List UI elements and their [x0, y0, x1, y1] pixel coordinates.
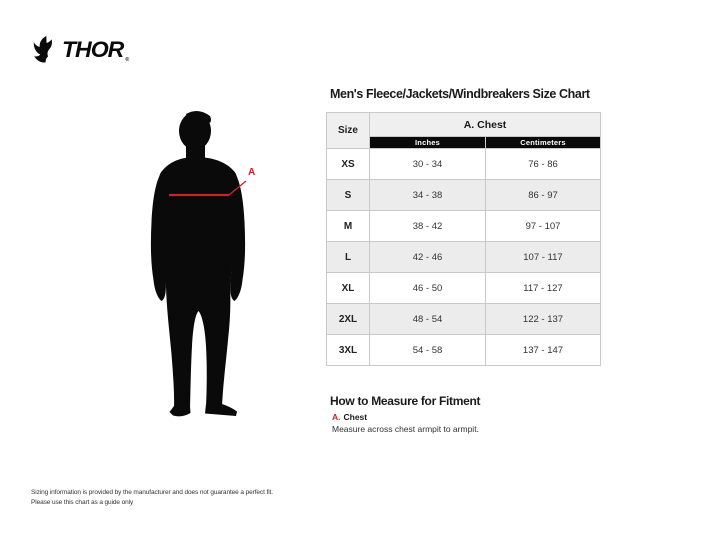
disclaimer-line-2: Please use this chart as a guide only [31, 498, 134, 506]
centimeters-cell: 107 - 117 [486, 242, 601, 273]
inches-cell: 42 - 46 [370, 242, 486, 273]
male-silhouette [151, 111, 245, 416]
size-cell: XL [327, 273, 370, 304]
chart-title: Men's Fleece/Jackets/Windbreakers Size Chart [330, 87, 590, 101]
inches-cell: 54 - 58 [370, 335, 486, 366]
thor-helmet-icon [33, 36, 58, 63]
table-row [327, 149, 601, 180]
inches-cell: 48 - 54 [370, 304, 486, 335]
centimeters-cell: 76 - 86 [486, 149, 601, 180]
inches-cell: 34 - 38 [370, 180, 486, 211]
chest-marker-label: A [248, 167, 256, 178]
inches-cell: 38 - 42 [370, 211, 486, 242]
disclaimer-line-1: Sizing information is provided by the manufacturer and does not guarantee a perfect fit. [31, 489, 273, 496]
size-cell: 3XL [327, 335, 370, 366]
table-row [327, 335, 601, 366]
measure-item-key: A. [332, 412, 341, 422]
table-row [327, 211, 601, 242]
centimeters-cell: 97 - 107 [486, 211, 601, 242]
size-cell: M [327, 211, 370, 242]
centimeters-cell: 117 - 127 [486, 273, 601, 304]
registered-mark: ® [125, 56, 129, 63]
centimeters-cell: 137 - 147 [486, 335, 601, 366]
inches-cell: 30 - 34 [370, 149, 486, 180]
size-cell: S [327, 180, 370, 211]
column-header-inches: Inches [370, 137, 486, 149]
column-header-centimeters: Centimeters [486, 137, 601, 149]
size-cell: 2XL [327, 304, 370, 335]
inches-cell: 46 - 50 [370, 273, 486, 304]
measurement-figure [146, 110, 258, 420]
brand-logo [33, 36, 129, 63]
size-chart-table [326, 112, 601, 366]
column-header-size: Size [327, 113, 370, 149]
measure-item-chest [332, 412, 367, 422]
table-row [327, 180, 601, 211]
measure-section-heading: How to Measure for Fitment [330, 394, 481, 408]
measure-item-label: Chest [343, 412, 368, 422]
centimeters-cell: 122 - 137 [486, 304, 601, 335]
table-row [327, 273, 601, 304]
centimeters-cell: 86 - 97 [486, 180, 601, 211]
table-row [327, 304, 601, 335]
column-header-chest: A. Chest [370, 113, 601, 137]
size-cell: L [327, 242, 370, 273]
disclaimer-text [31, 488, 273, 507]
size-cell: XS [327, 149, 370, 180]
table-row [327, 242, 601, 273]
measure-item-description: Measure across chest armpit to armpit. [332, 424, 479, 434]
brand-logo-text: THOR ® [62, 36, 129, 63]
